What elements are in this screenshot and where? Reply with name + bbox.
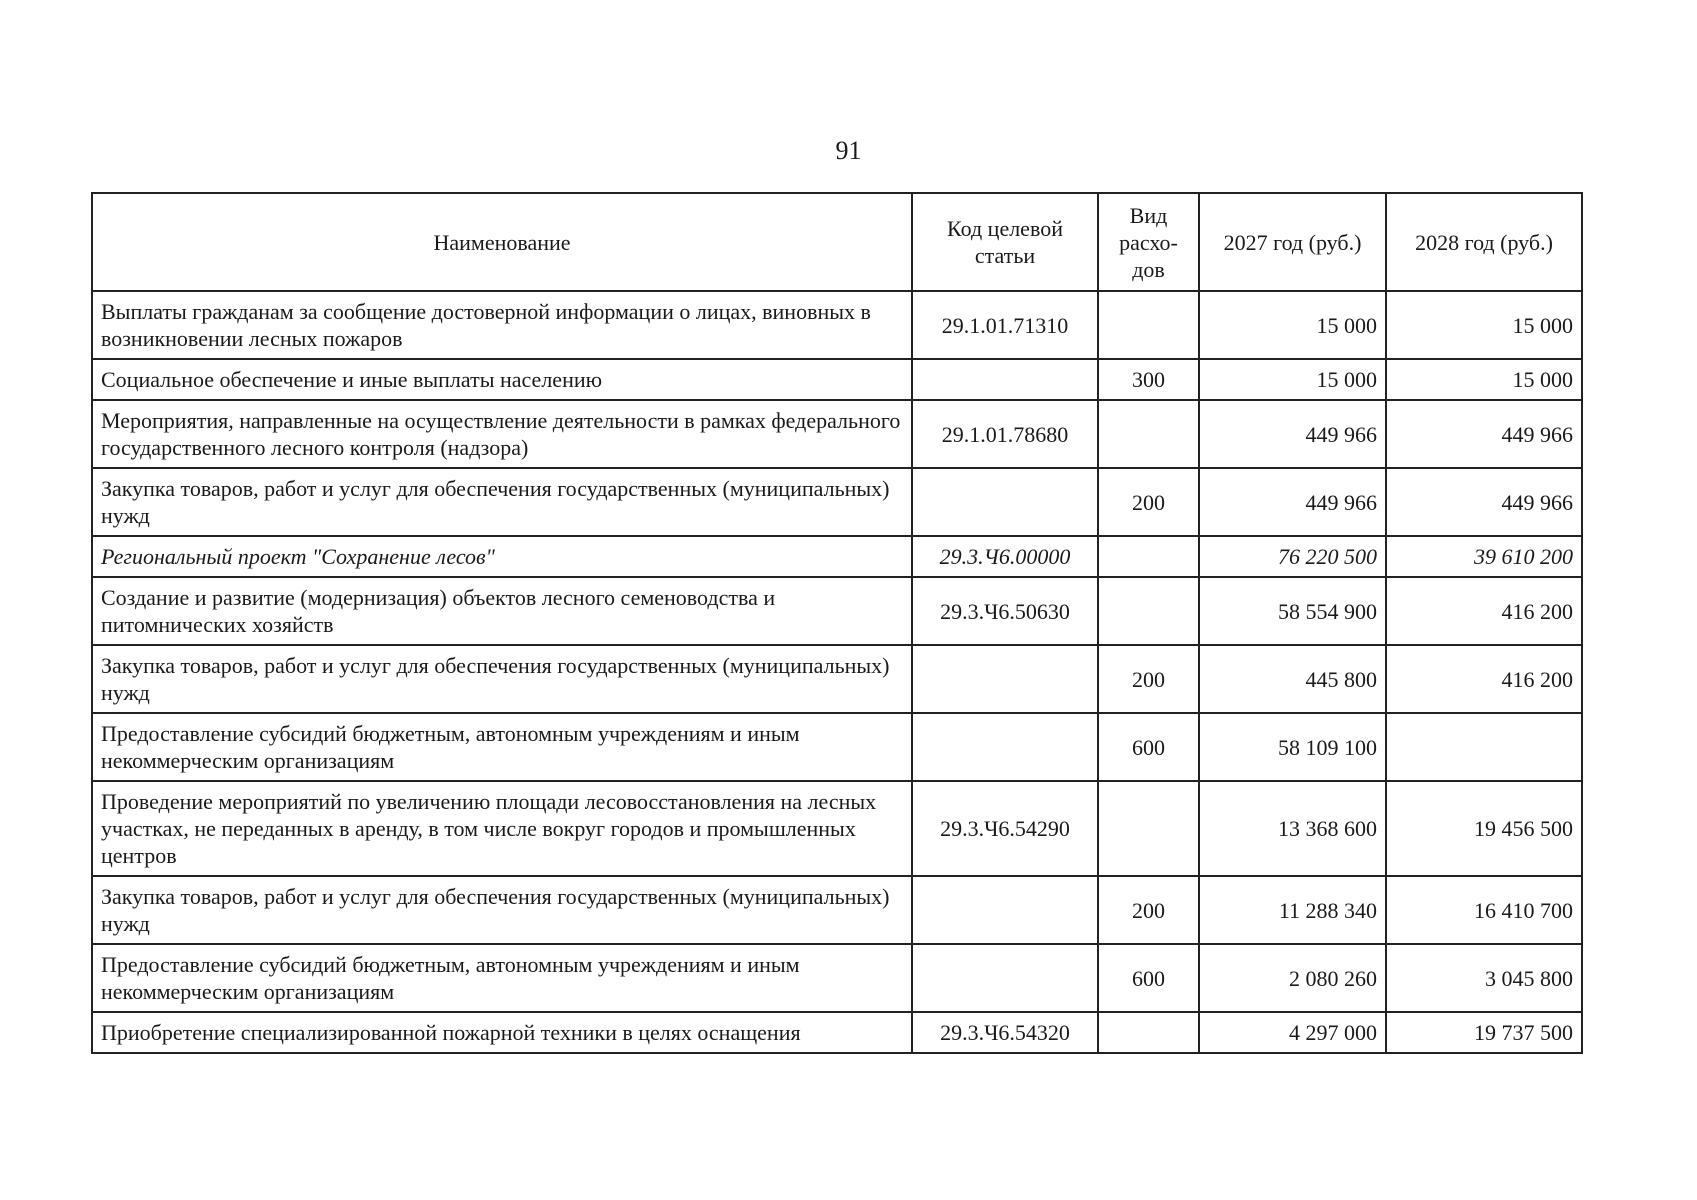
- cell-kind: [1098, 1012, 1199, 1053]
- cell-name: Выплаты гражданам за сообщение достоверной информации о лицах, виновных в возникновении лесных пожаров: [92, 291, 912, 359]
- cell-code: 29.3.Ч6.54290: [912, 781, 1098, 876]
- cell-code: 29.1.01.78680: [912, 400, 1098, 468]
- cell-kind: 200: [1098, 876, 1199, 944]
- cell-name: Мероприятия, направленные на осуществление деятельности в рамках федерального государственного лесного контроля (надзора): [92, 400, 912, 468]
- table-row: [92, 468, 1582, 536]
- cell-2028: 19 456 500: [1386, 781, 1582, 876]
- cell-kind: 600: [1098, 713, 1199, 781]
- cell-2027: 11 288 340: [1199, 876, 1386, 944]
- cell-2028: 16 410 700: [1386, 876, 1582, 944]
- cell-2028: 39 610 200: [1386, 536, 1582, 577]
- cell-code: 29.3.Ч6.54320: [912, 1012, 1098, 1053]
- cell-code: [912, 468, 1098, 536]
- cell-kind: [1098, 536, 1199, 577]
- cell-kind: [1098, 577, 1199, 645]
- cell-code: [912, 944, 1098, 1012]
- cell-2028: 449 966: [1386, 400, 1582, 468]
- table-row: [92, 781, 1582, 876]
- header-row: [92, 193, 1582, 291]
- table-row: [92, 291, 1582, 359]
- cell-name: Региональный проект "Сохранение лесов": [92, 536, 912, 577]
- cell-2027: 58 109 100: [1199, 713, 1386, 781]
- header-2027: 2027 год (руб.): [1199, 193, 1386, 291]
- cell-2027: 58 554 900: [1199, 577, 1386, 645]
- cell-name: Создание и развитие (модернизация) объектов лесного семеноводства и питомнических хозяйств: [92, 577, 912, 645]
- cell-2028: 19 737 500: [1386, 1012, 1582, 1053]
- cell-name: Предоставление субсидий бюджетным, автономным учреждениям и иным некоммерческим организациям: [92, 713, 912, 781]
- cell-code: 29.3.Ч6.00000: [912, 536, 1098, 577]
- cell-name: Предоставление субсидий бюджетным, автономным учреждениям и иным некоммерческим организациям: [92, 944, 912, 1012]
- header-code: Код целевой статьи: [912, 193, 1098, 291]
- cell-2027: 13 368 600: [1199, 781, 1386, 876]
- table-row: [92, 536, 1582, 577]
- cell-kind: [1098, 291, 1199, 359]
- cell-name: Социальное обеспечение и иные выплаты населению: [92, 359, 912, 400]
- header-name: Наименование: [92, 193, 912, 291]
- budget-table: [91, 192, 1583, 1054]
- table-row: [92, 944, 1582, 1012]
- table-body: [92, 291, 1582, 1053]
- table-row: [92, 876, 1582, 944]
- cell-2028: 3 045 800: [1386, 944, 1582, 1012]
- table-row: [92, 713, 1582, 781]
- cell-code: [912, 713, 1098, 781]
- header-2028: 2028 год (руб.): [1386, 193, 1582, 291]
- cell-code: [912, 645, 1098, 713]
- cell-2027: 2 080 260: [1199, 944, 1386, 1012]
- cell-2027: 4 297 000: [1199, 1012, 1386, 1053]
- cell-code: 29.3.Ч6.50630: [912, 577, 1098, 645]
- cell-name: Закупка товаров, работ и услуг для обеспечения государственных (муниципальных) нужд: [92, 645, 912, 713]
- header-kind: Вид расхо-дов: [1098, 193, 1199, 291]
- table-row: [92, 400, 1582, 468]
- cell-2027: 76 220 500: [1199, 536, 1386, 577]
- cell-name: Закупка товаров, работ и услуг для обеспечения государственных (муниципальных) нужд: [92, 468, 912, 536]
- cell-kind: [1098, 781, 1199, 876]
- cell-name: Приобретение специализированной пожарной техники в целях оснащения: [92, 1012, 912, 1053]
- cell-code: [912, 359, 1098, 400]
- cell-2028: 416 200: [1386, 645, 1582, 713]
- cell-kind: 200: [1098, 468, 1199, 536]
- cell-kind: 200: [1098, 645, 1199, 713]
- cell-name: Проведение мероприятий по увеличению площади лесовосстановления на лесных участках, не переданных в аренду, в том числе вокруг городов и промышленных центров: [92, 781, 912, 876]
- cell-2028: 15 000: [1386, 291, 1582, 359]
- page-number: 91: [835, 136, 862, 165]
- table-row: [92, 1012, 1582, 1053]
- table-row: [92, 645, 1582, 713]
- table-row: [92, 359, 1582, 400]
- cell-2027: 449 966: [1199, 400, 1386, 468]
- cell-kind: 300: [1098, 359, 1199, 400]
- table-row: [92, 577, 1582, 645]
- cell-2027: 15 000: [1199, 359, 1386, 400]
- cell-2028: 449 966: [1386, 468, 1582, 536]
- cell-code: 29.1.01.71310: [912, 291, 1098, 359]
- cell-kind: 600: [1098, 944, 1199, 1012]
- cell-kind: [1098, 400, 1199, 468]
- cell-2028: 15 000: [1386, 359, 1582, 400]
- cell-2028: [1386, 713, 1582, 781]
- cell-2028: 416 200: [1386, 577, 1582, 645]
- cell-name: Закупка товаров, работ и услуг для обеспечения государственных (муниципальных) нужд: [92, 876, 912, 944]
- cell-2027: 15 000: [1199, 291, 1386, 359]
- cell-code: [912, 876, 1098, 944]
- cell-2027: 445 800: [1199, 645, 1386, 713]
- cell-2027: 449 966: [1199, 468, 1386, 536]
